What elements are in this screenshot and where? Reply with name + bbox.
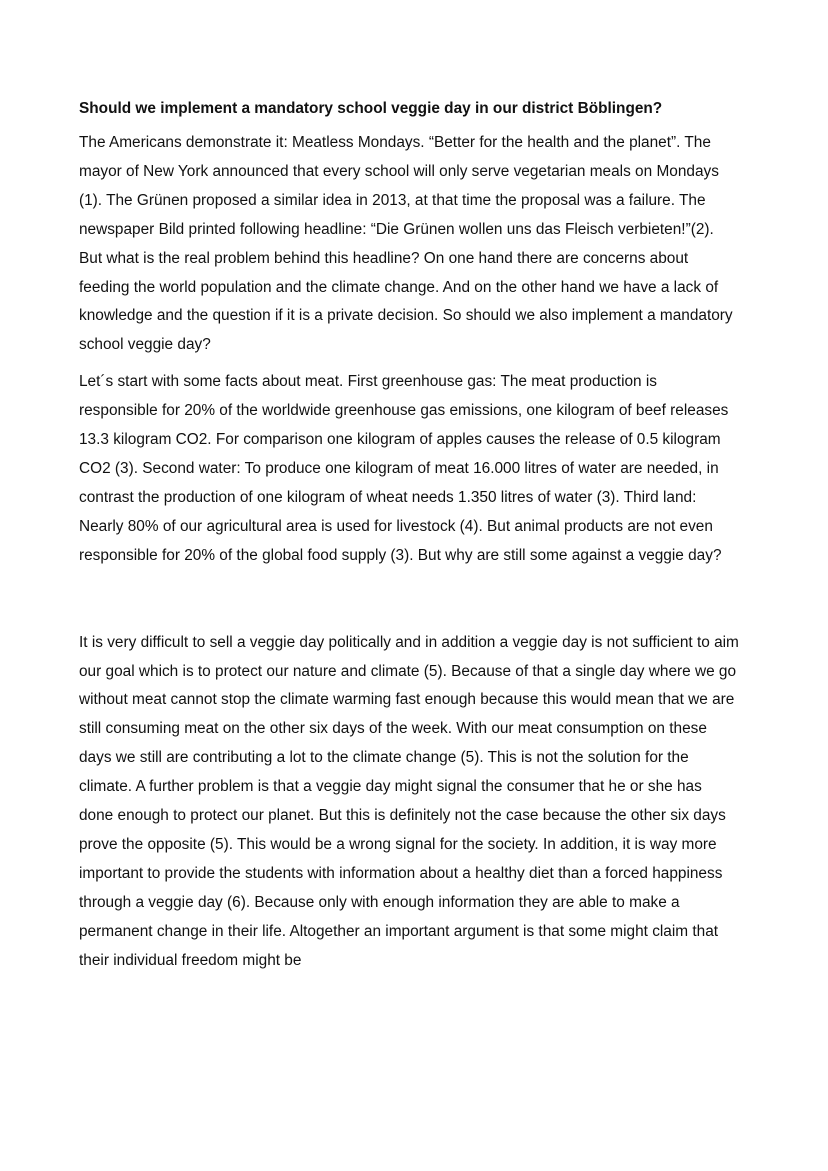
document-body [79, 95, 739, 983]
document-title: Should we implement a mandatory school veggie day in our district Böblingen? [79, 100, 663, 117]
paragraph-arguments: It is very difficult to sell a veggie day politically and in addition a veggie day is not sufficient to aim our goal which is to protect our nature and climate (5). Because of that a single day where we go without meat cannot stop the climate warming fast enough because this would mean that we are still consuming meat on the other six days of the week. With our meat consumption on these days we still are contributing a lot to the climate change (5). This is not the solution for the climate. A further problem is that a veggie day might signal the consumer that he or she has done enough to protect our planet. But this is definitely not the case because the other six days prove the opposite (5). This would be a wrong signal for the society. In addition, it is way more important to provide the students with information about a healthy diet than a forced happiness through a veggie day (6). Because only with enough information they are able to make a permanent change in their life. Altogether an important argument is that some might claim that their individual freedom might be [79, 633, 739, 969]
paragraph-facts: Let´s start with some facts about meat. First greenhouse gas: The meat production is responsible for 20% of the worldwide greenhouse gas emissions, one kilogram of beef releases 13.3 kilogram CO2. For comparison one kilogram of apples causes the release of 0.5 kilogram CO2 (3). Second water: To produce one kilogram of meat 16.000 litres of water are needed, in contrast the production of one kilogram of wheat needs 1.350 litres of water (3). Third land: Nearly 80% of our agricultural area is used for livestock (4). But animal products are not even responsible for 20% of the global food supply (3). But why are still some against a veggie day? [79, 373, 729, 564]
paragraph-intro: The Americans demonstrate it: Meatless Mondays. “Better for the health and the planet”. The mayor of New York announced that every school will only serve vegetarian meals on Mondays (1). The Grünen proposed a similar idea in 2013, at that time the proposal was a failure. The newspaper Bild printed following headline: “Die Grünen wollen uns das Fleisch verbieten!”(2). But what is the real problem behind this headline? On one hand there are concerns about feeding the world population and the climate change. And on the other hand we have a lack of knowledge and the question if it is a private decision. So should we also implement a mandatory school veggie day? [79, 134, 733, 354]
